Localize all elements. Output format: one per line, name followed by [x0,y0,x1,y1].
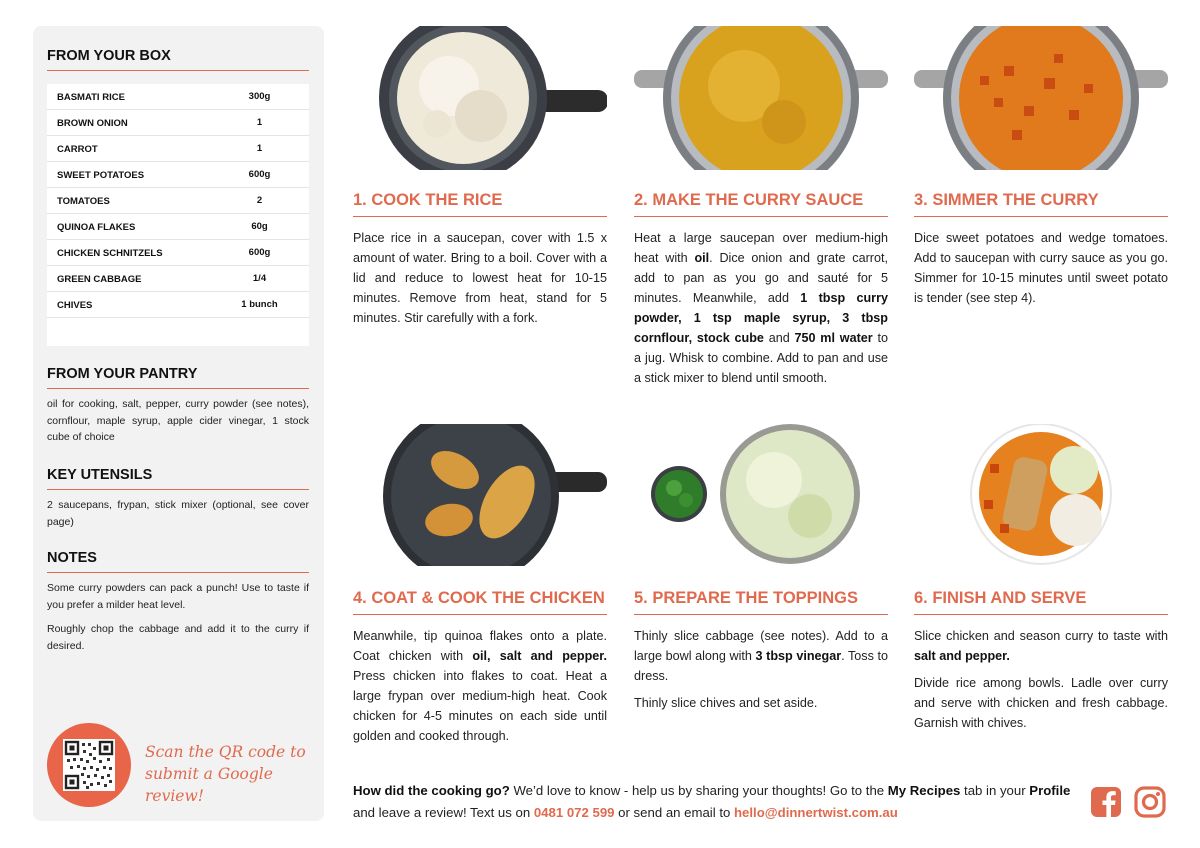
footer-text: My Recipes [887,783,961,798]
ingredient-name: BASMATI RICE [57,92,125,103]
chicken-frypan-photo [353,424,607,566]
text-run: . Dice onion and grate carrot, add to pan as you go and sauté for 5 minutes. Meanwhile, add [634,251,888,305]
footer-text: How did the cooking go? [353,783,510,798]
box-title: FROM YOUR BOX [47,48,171,64]
step-4-rule [353,614,607,615]
table-row [47,266,309,292]
utensils-title-rule [47,489,309,490]
bold-ingredient: oil [694,251,710,265]
pantry-title: FROM YOUR PANTRY [47,366,198,382]
step-4-body [353,626,607,753]
ingredient-qty: 600g [248,169,271,180]
step-1-title: 1. COOK THE RICE [353,191,503,209]
box-title-rule [47,70,309,71]
ingredient-name: CHICKEN SCHNITZELS [57,248,163,259]
ingredient-qty: 60g [251,221,268,232]
ingredients-sidebar [33,26,324,821]
text-run: Thinly slice cabbage (see notes). Add to a large bowl along with [634,629,888,663]
step-paragraph [634,228,888,388]
step-paragraph [914,626,1168,666]
footer-text: We’d love to know - help us by sharing your thoughts! Go to the [509,783,888,798]
ingredient-name: QUINOA FLAKES [57,222,136,233]
step-3-body [914,228,1168,315]
step-2-rule [634,216,888,217]
step-paragraph [634,693,888,713]
step-1-rule [353,216,607,217]
text-run: Meanwhile, tip quinoa flakes onto a plate. Coat chicken with [353,629,607,663]
toppings-photo [634,424,888,566]
text-run: . Toss to dress. [634,649,888,683]
table-row [47,136,309,162]
step-5-title: 5. PREPARE THE TOPPINGS [634,589,859,607]
ingredient-qty: 1 [256,143,263,154]
ingredient-name: CHIVES [57,300,93,311]
notes-title-rule [47,572,309,573]
ingredient-qty: 1 [256,117,263,128]
footer-text: and leave a review! Text us on [353,805,534,820]
pantry-title-rule [47,388,309,389]
step-4-title: 4. COAT & COOK THE CHICKEN [353,589,605,607]
curry-sauce-pot-photo [634,26,888,170]
bold-ingredient: 3 tbsp vinegar [755,649,842,663]
step-1-body [353,228,607,335]
note-item: Roughly chop the cabbage and add it to the curry if desired. [47,623,309,652]
table-row [47,214,309,240]
ingredient-name: GREEN CABBAGE [57,274,142,285]
qr-badge [47,723,131,807]
contact-link[interactable]: 0481 072 599 [533,805,615,820]
table-row [47,240,309,266]
simmer-curry-pot-photo [914,26,1168,170]
text-run: Dice sweet potatoes and wedge tomatoes. Add to saucepan with curry sauce as you go. Simmer for 10-15 minutes until sweet potato is tender (see step 4). [914,231,1168,305]
text-run: Heat a large saucepan over medium-high heat with [634,231,888,265]
qr-review-note [145,741,315,807]
step-paragraph [353,626,607,746]
bold-ingredient: 1 tbsp curry powder, 1 tsp maple syrup, 3 tbsp cornflour, stock cube [634,291,888,345]
step-6-rule [914,614,1168,615]
table-row [47,84,309,110]
table-row [47,292,309,318]
text-run: and [763,331,795,345]
rice-pot-photo [353,26,607,170]
footer-text: or send an email to [614,805,734,820]
text-run: Divide rice among bowls. Ladle over curry and serve with chicken and fresh cabbage. Garnish with chives. [914,676,1168,730]
pantry-text: oil for cooking, salt, pepper, curry powder (see notes), cornflour, maple syrup, apple cider vinegar, 1 stock cube of choice [47,398,309,443]
step-3-title: 3. SIMMER THE CURRY [914,191,1099,209]
step-paragraph [634,626,888,686]
contact-link[interactable]: hello@dinnertwist.com.au [734,805,898,820]
footer-text: tab in your [960,783,1030,798]
step-6-body [914,626,1168,740]
utensils-title: KEY UTENSILS [47,467,153,483]
text-run: Slice chicken and season curry to taste with [914,629,1168,643]
finished-bowl-photo [914,424,1168,566]
notes-title: NOTES [47,550,97,566]
bold-ingredient: 750 ml water [794,331,873,345]
qr-note-line: Scan the QR code to [145,743,306,761]
text-run: Press chicken into flakes to coat. Heat a large frypan over medium-high heat. Cook chicken for 4-5 minutes on each side until golden and cooked through. [353,669,607,743]
table-row [47,162,309,188]
ingredient-name: BROWN ONION [57,118,128,129]
feedback-footer [353,780,1073,824]
box-ingredients-table [47,84,309,346]
step-paragraph [914,228,1168,308]
ingredient-name: SWEET POTATOES [57,170,145,181]
bold-ingredient: oil, salt and pepper. [472,649,607,663]
ingredient-qty: 1 bunch [241,299,278,310]
ingredient-name: TOMATOES [57,196,110,207]
table-row [47,188,309,214]
step-5-rule [634,614,888,615]
qr-note-line: submit a Google review! [145,765,273,805]
step-2-body [634,228,888,395]
qr-code-icon[interactable] [63,739,115,791]
step-2-title: 2. MAKE THE CURRY SAUCE [634,191,864,209]
table-row [47,110,309,136]
instagram-icon[interactable] [1134,786,1166,818]
utensils-text: 2 saucepans, frypan, stick mixer (optional, see cover page) [47,499,309,528]
ingredient-qty: 600g [248,247,271,258]
bold-ingredient: salt and pepper. [914,649,1010,663]
note-item: Some curry powders can pack a punch! Use to taste if you prefer a milder heat level. [47,582,309,611]
step-paragraph [914,673,1168,733]
step-6-title: 6. FINISH AND SERVE [914,589,1087,607]
ingredient-name: CARROT [57,144,98,155]
footer-text: Profile [1029,783,1071,798]
text-run: Thinly slice chives and set aside. [634,696,818,710]
step-paragraph [353,228,607,328]
ingredient-qty: 300g [248,91,271,102]
ingredient-qty: 1/4 [252,273,267,284]
text-run: Place rice in a saucepan, cover with 1.5 x amount of water. Bring to a boil. Cover with a lid and reduce to lowest heat for 10-15 minutes. Remove from heat, stand for 5 minutes. Stir carefully with a fork. [353,231,607,325]
facebook-icon[interactable] [1090,786,1122,818]
text-run: to a jug. Whisk to combine. Add to pan and use a stick mixer to blend until smooth. [634,331,888,385]
step-3-rule [914,216,1168,217]
step-5-body [634,626,888,720]
ingredient-qty: 2 [256,195,263,206]
